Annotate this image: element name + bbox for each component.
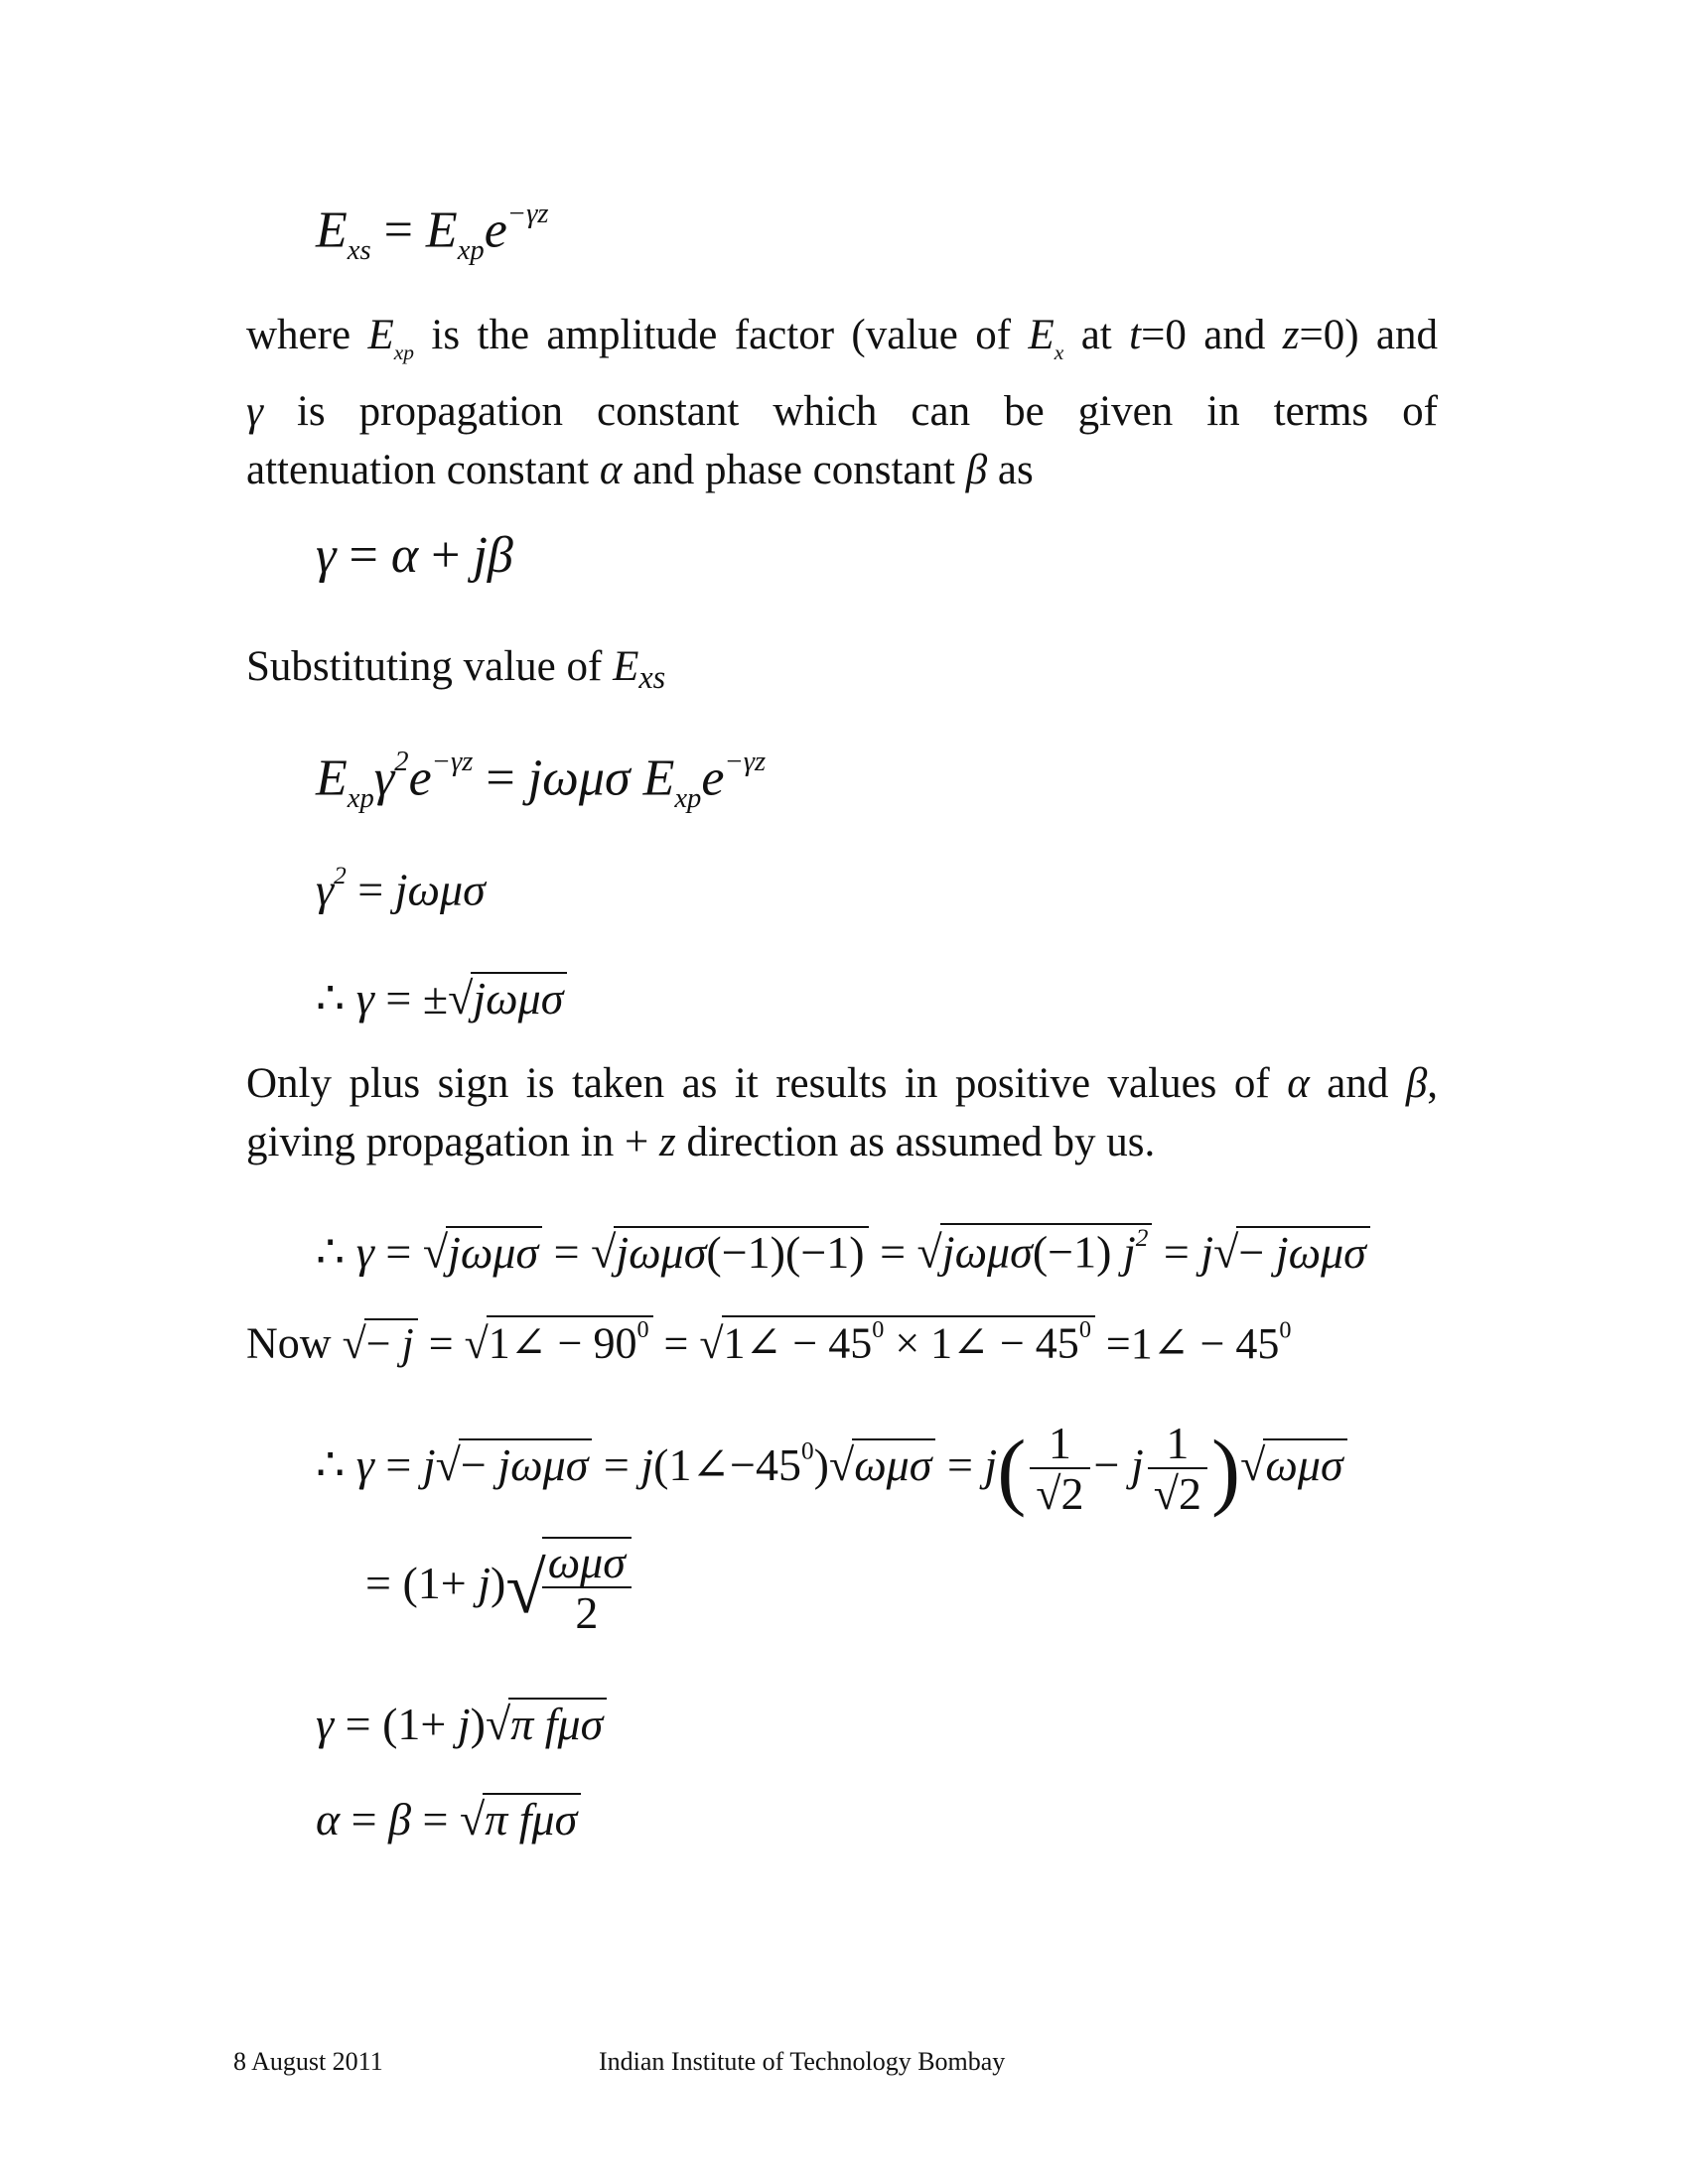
equation-gamma-squared: $\gamma^2 = j\omega\mu\sigma$ (316, 862, 486, 915)
equation-gamma-root: ∴ γ = ±√jωμσ (316, 971, 567, 1024)
paragraph-amplitude-definition: where $E_{xp}$ is the amplitude factor (value of $E_x$ at t=0 and z=0) and γ is propagation constant which can be given in terms of attenuation constant α and phase constant β as (246, 312, 1439, 493)
equation-gamma-frequency: γ = (1+ j)√π fμσ (316, 1698, 607, 1750)
equation-field-phasor: $E_{xs} = E_{xp}e^{-\gamma z}$ (316, 199, 549, 267)
equation-root-minus-j: Now √− j = √1∠ − $90^0$ = √1∠ − $45^0$ × 1∠ − $45^0$ =1∠ − $45^0$ (246, 1316, 1292, 1368)
equation-propagation-constant: γ = α + jβ (316, 527, 513, 584)
paragraph-plus-sign: Only plus sign is taken as it results in positive values of α and β, giving propagation in + z direction as assumed by us. (246, 1060, 1439, 1165)
equation-gamma-expansion: ∴ γ = √jωμσ = √jωμσ(−1)(−1) = √jωμσ(−1) $j^2 = j√- j\omega\mu\sigma$ (316, 1223, 1370, 1279)
equation-gamma-simplified: = (1+ j)√ $\frac{\text{ωμσ}}{2}$ (365, 1537, 635, 1639)
equation-substitution: $E_{xp}\gamma^2e^{-\gamma z} = j\omega\mu\sigma$ $E_{xp}e^{-\gamma z}$ (316, 747, 767, 815)
footer-date: 8 August 2011 (233, 2047, 383, 2076)
paragraph-substituting: Substituting value of $E_{xs}$ (246, 643, 666, 696)
equation-alpha-beta: α = β = √π fμσ (316, 1793, 581, 1845)
now-label: Now (246, 1318, 332, 1368)
equation-gamma-polar: ∴ $\gamma = j√- j\omega\mu\sigma = j(1\angle-45^0)√\omega\mu\sigma = j$( $\frac{1}{√2}$ − j $\frac{1}{√2}$ )√ωμσ (316, 1420, 1347, 1520)
footer-institution: Indian Institute of Technology Bombay (599, 2047, 1006, 2076)
